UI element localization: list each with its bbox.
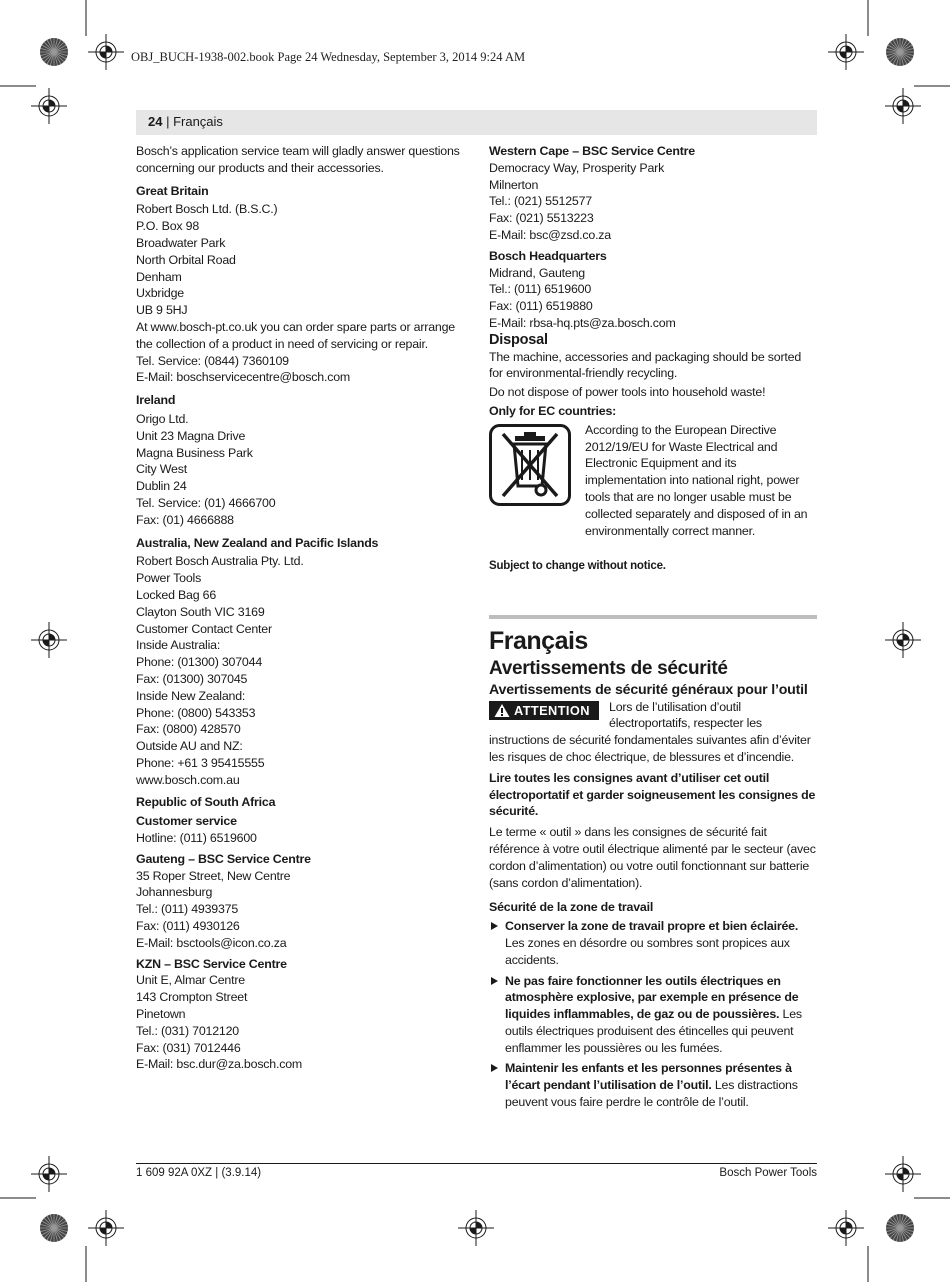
kzn-address: [136, 972, 466, 1073]
color-bar-star-icon: [40, 1214, 68, 1242]
warning-triangle-icon: [494, 703, 510, 718]
great-britain-address: [136, 201, 466, 319]
address-line: Inside Australia:: [136, 638, 221, 653]
address-line: Fax: (021) 5513223: [489, 211, 594, 226]
bullet-text: Les distractions peuvent vous faire perdre le contrôle de l’outil.: [505, 1078, 798, 1110]
hotline: Hotline: (011) 6519600: [136, 831, 257, 846]
address-line: Fax: (011) 6519880: [489, 299, 593, 314]
weee-directive-text: According to the European Directive 2012/19/EU for Waste Electrical and Electronic Equipment and its implementation into national right, power tools that are no longer usable must be collected separately and disposed of in an environmentally correct manner.: [585, 422, 808, 538]
kzn-heading: KZN – BSC Service Centre: [136, 956, 287, 971]
address-line: Origo Ltd.: [136, 411, 189, 426]
page-number: 24: [148, 114, 163, 129]
address-line: www.bosch.com.au: [136, 772, 240, 787]
registration-target-icon: [885, 622, 921, 658]
page-header: [148, 114, 223, 129]
weee-block: [489, 422, 817, 558]
address-line: E-Mail: bsc@zsd.co.za: [489, 227, 611, 242]
work-area-bullets: [489, 918, 817, 1111]
address-line: Inside New Zealand:: [136, 688, 246, 703]
address-line: Phone: (01300) 307044: [136, 655, 263, 670]
header-language: Français: [173, 114, 223, 129]
registration-target-icon: [88, 34, 124, 70]
address-line: North Orbital Road: [136, 252, 236, 267]
ec-countries-heading: Only for EC countries:: [489, 403, 617, 418]
address-line: Fax: (01300) 307045: [136, 671, 248, 686]
registration-target-icon: [31, 88, 67, 124]
bullet-arrow-icon: [491, 922, 498, 930]
change-notice: Subject to change without notice.: [489, 559, 666, 572]
page-header-band: [136, 110, 817, 135]
bullet-bold-text: Maintenir les enfants et les personnes présentes à l’écart pendant l’utilisation de l’outil.: [505, 1061, 792, 1093]
south-africa-heading: Republic of South Africa: [136, 795, 276, 810]
tool-definition: Le terme « outil » dans les consignes de sécurité fait référence à votre outil électrique alimenté par le secteur (avec cordon d’alimentation) ou votre outil fonctionnant sur batterie (sans cordon d’alimentation).: [489, 825, 816, 890]
registration-target-icon: [828, 1210, 864, 1246]
address-line: 35 Roper Street, New Centre: [136, 868, 291, 883]
attention-text: Lors de l’utilisation d’outil électroportatifs, respecter les instructions de sécurité fondamentales suivantes afin d’éviter les risques de choc électrique, de blessures et d’incendie.: [489, 699, 811, 764]
address-line: Fax: (011) 4930126: [136, 919, 240, 934]
registration-target-icon: [885, 88, 921, 124]
address-line: Fax: (0800) 428570: [136, 722, 241, 737]
address-line: Tel. Service: (01) 4666700: [136, 495, 276, 510]
address-line: Uxbridge: [136, 286, 184, 301]
great-britain-tel: Tel. Service: (0844) 7360109: [136, 353, 289, 368]
address-line: Milnerton: [489, 177, 539, 192]
french-title: Français: [489, 626, 588, 655]
great-britain-heading: Great Britain: [136, 183, 209, 198]
address-line: Phone: (0800) 543353: [136, 705, 256, 720]
attention-block: [489, 699, 817, 766]
registration-target-icon: [88, 1210, 124, 1246]
gauteng-heading: Gauteng – BSC Service Centre: [136, 851, 311, 866]
bullet-arrow-icon: [491, 1064, 498, 1072]
address-line: Fax: (01) 4666888: [136, 512, 234, 527]
disposal-paragraph-1: The machine, accessories and packaging should be sorted for environmental-friendly recycling.: [489, 349, 802, 381]
registration-target-icon: [31, 622, 67, 658]
general-warnings-subtitle: Avertissements de sécurité généraux pour l’outil: [489, 681, 808, 698]
registration-target-icon: [885, 1156, 921, 1192]
footer-brand: Bosch Power Tools: [719, 1167, 817, 1179]
address-line: Outside AU and NZ:: [136, 739, 243, 754]
bullet-item: [489, 973, 817, 1057]
bullet-item: [489, 918, 817, 968]
attention-badge: [489, 701, 599, 720]
address-line: Phone: +61 3 95415555: [136, 755, 265, 770]
address-line: Robert Bosch Australia Pty. Ltd.: [136, 554, 304, 569]
footer-rule: [136, 1163, 817, 1164]
bullet-bold-text: Conserver la zone de travail propre et bien éclairée.: [505, 919, 799, 934]
ireland-heading: Ireland: [136, 393, 176, 408]
address-line: Denham: [136, 269, 182, 284]
bullet-text: Les outils électriques produisent des étincelles qui peuvent enflammer les poussières ou les fumées.: [505, 1007, 802, 1055]
address-line: Unit E, Almar Centre: [136, 973, 245, 988]
western-cape-heading: Western Cape – BSC Service Centre: [489, 144, 695, 158]
address-line: Tel.: (011) 4939375: [136, 902, 239, 917]
footer-doc-number: 1 609 92A 0XZ | (3.9.14): [136, 1167, 262, 1179]
header-separator: |: [162, 114, 174, 129]
australia-heading: Australia, New Zealand and Pacific Islands: [136, 535, 379, 550]
australia-address: [136, 553, 466, 788]
address-line: UB 9 5HJ: [136, 303, 188, 318]
address-line: E-Mail: bsctools@icon.co.za: [136, 935, 287, 950]
registration-target-icon: [31, 1156, 67, 1192]
address-line: Pinetown: [136, 1007, 186, 1022]
address-line: E-Mail: rbsa-hq.pts@za.bosch.com: [489, 315, 676, 330]
left-column: [136, 143, 466, 1073]
address-line: Locked Bag 66: [136, 587, 217, 602]
great-britain-order-text: At www.bosch-pt.co.uk you can order spare parts or arrange the collection of a product in need of servicing or repair.: [136, 319, 455, 351]
read-instructions-warning: Lire toutes les consignes avant d’utiliser cet outil électroportatif et garder soigneusement les consignes de sécurité.: [489, 770, 816, 819]
headquarters-heading: Bosch Headquarters: [489, 248, 607, 263]
address-line: Clayton South VIC 3169: [136, 604, 265, 619]
bullet-text: Les zones en désordre ou sombres sont propices aux accidents.: [505, 935, 790, 967]
work-area-heading: Sécurité de la zone de travail: [489, 900, 654, 915]
western-cape-address: [489, 160, 817, 244]
bullet-arrow-icon: [491, 977, 498, 985]
registration-target-icon: [458, 1210, 494, 1246]
address-line: E-Mail: bsc.dur@za.bosch.com: [136, 1057, 303, 1072]
address-line: Unit 23 Magna Drive: [136, 428, 246, 443]
address-line: Tel.: (021) 5512577: [489, 194, 592, 209]
bullet-bold-text: Ne pas faire fonctionner les outils électriques en atmosphère explosive, par exemple en présence de liquides inflammables, de gaz ou de poussières.: [505, 973, 799, 1022]
print-header: OBJ_BUCH-1938-002.book Page 24 Wednesday, September 3, 2014 9:24 AM: [131, 50, 526, 64]
address-line: Tel.: (031) 7012120: [136, 1023, 239, 1038]
address-line: Johannesburg: [136, 885, 213, 900]
right-column: [489, 143, 817, 1115]
disposal-paragraph-2: Do not dispose of power tools into household waste!: [489, 385, 766, 400]
address-line: Broadwater Park: [136, 235, 226, 250]
bullet-item: [489, 1060, 817, 1110]
address-line: Midrand, Gauteng: [489, 265, 585, 280]
disposal-heading: Disposal: [489, 331, 548, 348]
headquarters-address: [489, 265, 817, 332]
gauteng-address: [136, 868, 466, 952]
address-line: 143 Crompton Street: [136, 990, 248, 1005]
color-bar-star-icon: [886, 1214, 914, 1242]
address-line: Magna Business Park: [136, 445, 253, 460]
address-line: P.O. Box 98: [136, 219, 200, 234]
registration-target-icon: [828, 34, 864, 70]
crossed-out-wheelie-bin-icon: [489, 424, 571, 506]
address-line: Power Tools: [136, 571, 202, 586]
address-line: Robert Bosch Ltd. (B.S.C.): [136, 202, 278, 217]
attention-label: ATTENTION: [514, 702, 590, 718]
address-line: City West: [136, 462, 187, 477]
customer-service-heading: Customer service: [136, 814, 237, 829]
color-bar-star-icon: [40, 38, 68, 66]
section-divider: [489, 615, 817, 619]
ireland-address: [136, 411, 466, 529]
address-line: Fax: (031) 7012446: [136, 1040, 241, 1055]
safety-warnings-title: Avertissements de sécurité: [489, 657, 728, 679]
address-line: Dublin 24: [136, 479, 187, 494]
address-line: Democracy Way, Prosperity Park: [489, 160, 665, 175]
great-britain-email: E-Mail: boschservicecentre@bosch.com: [136, 370, 351, 385]
address-line: Tel.: (011) 6519600: [489, 282, 592, 297]
service-intro: Bosch’s application service team will gladly answer questions concerning our products and their accessories.: [136, 144, 460, 175]
color-bar-star-icon: [886, 38, 914, 66]
address-line: Customer Contact Center: [136, 621, 272, 636]
